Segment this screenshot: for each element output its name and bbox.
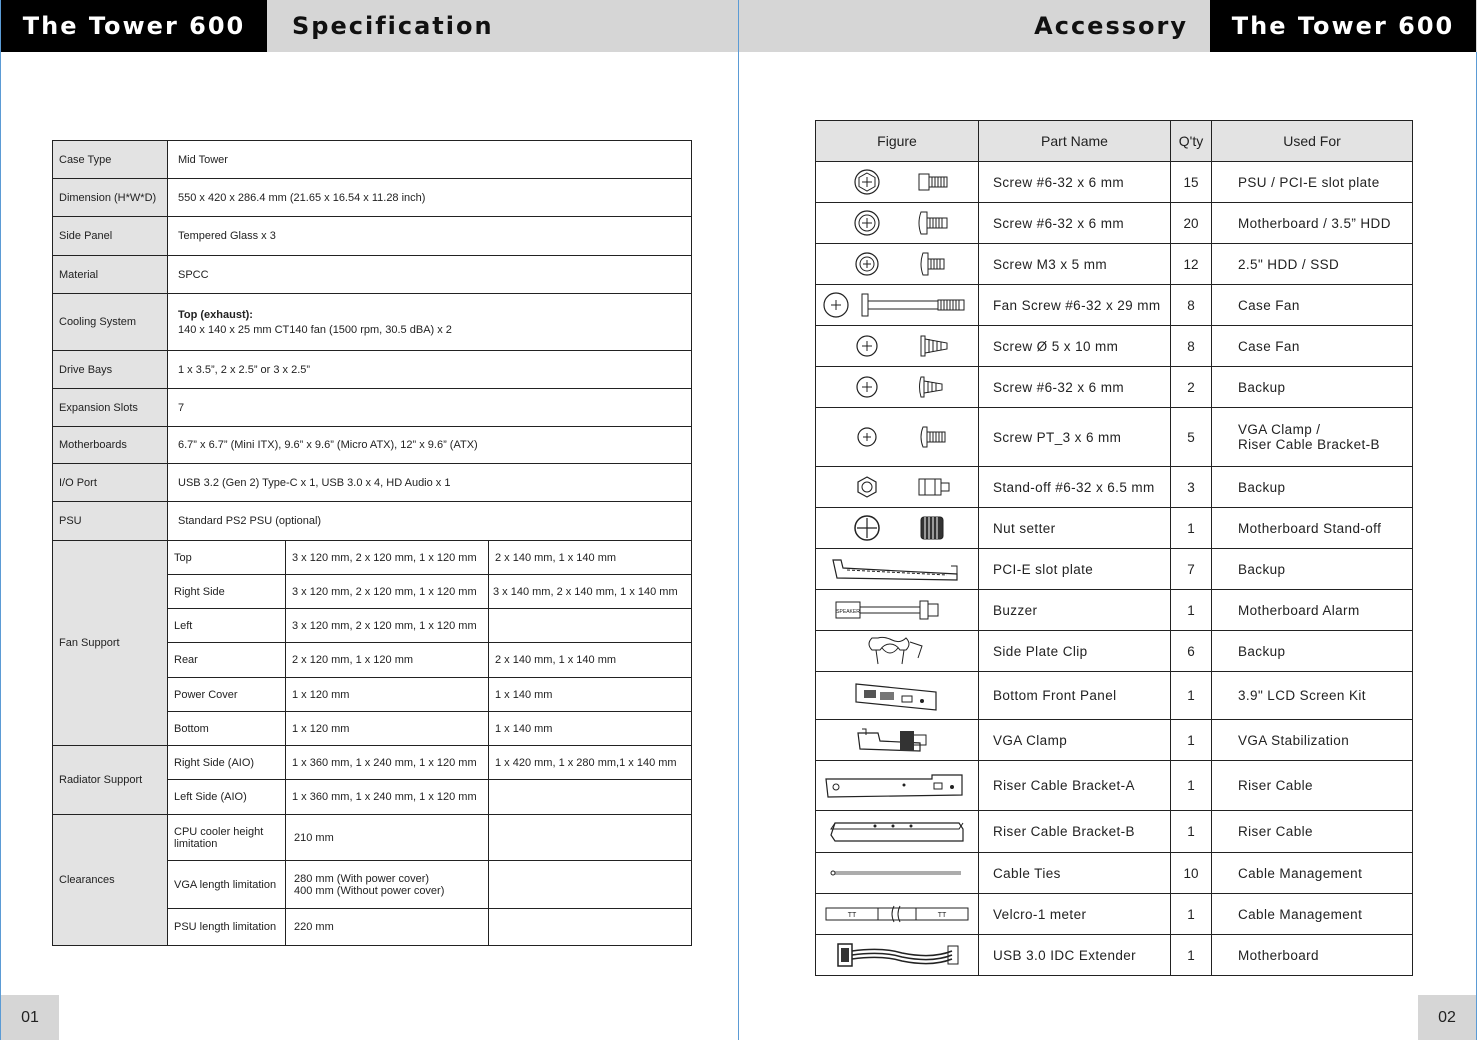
part-name: Bottom Front Panel — [979, 672, 1171, 720]
accessory-row — [816, 203, 1413, 244]
accessory-row — [816, 894, 1413, 935]
accessory-table — [815, 120, 1413, 976]
fan-position: Left — [168, 609, 286, 643]
spec-table — [52, 140, 692, 946]
part-name: Screw M3 x 5 mm — [979, 244, 1171, 285]
spec-label: Radiator Support — [53, 746, 168, 815]
screw-backup-icon — [816, 367, 979, 408]
fan-120: 2 x 120 mm, 1 x 120 mm — [286, 643, 489, 678]
spec-value: SPCC — [168, 256, 692, 294]
accessory-row — [816, 590, 1413, 631]
clearance-line: 280 mm (With power cover) — [294, 872, 430, 885]
part-use: Backup — [1212, 467, 1413, 508]
spec-label: Motherboards — [53, 427, 168, 464]
velcro-icon — [816, 894, 979, 935]
part-use — [1212, 408, 1413, 467]
part-name: Buzzer — [979, 590, 1171, 631]
riser-bracket-a-icon — [816, 761, 979, 811]
spec-row — [53, 256, 692, 294]
accessory-row — [816, 720, 1413, 761]
velcro-label: TT — [847, 912, 857, 919]
part-name: Screw #6-32 x 6 mm — [979, 162, 1171, 203]
fan-140: 1 x 140 mm — [489, 678, 692, 712]
side-plate-clip-icon — [816, 631, 979, 672]
fan-position: Top — [168, 541, 286, 575]
spec-value: 6.7” x 6.7” (Mini ITX), 9.6” x 9.6” (Micro ATX), 12” x 9.6” (ATX) — [168, 427, 692, 464]
part-qty: 8 — [1171, 285, 1212, 326]
spec-label: Expansion Slots — [53, 389, 168, 427]
fan-140: 3 x 140 mm, 2 x 140 mm, 1 x 140 mm — [489, 575, 692, 609]
spec-value: USB 3.2 (Gen 2) Type-C x 1, USB 3.0 x 4, HD Audio x 1 — [168, 464, 692, 502]
part-qty: 1 — [1171, 508, 1212, 549]
part-name: Side Plate Clip — [979, 631, 1171, 672]
radiator-b: 1 x 420 mm, 1 x 280 mm,1 x 140 mm — [489, 746, 692, 780]
clearance-position: VGA length limitation — [168, 861, 286, 909]
fan-140: 2 x 140 mm, 1 x 140 mm — [489, 541, 692, 575]
radiator-a: 1 x 360 mm, 1 x 240 mm, 1 x 120 mm — [286, 780, 489, 815]
part-use: Motherboard — [1212, 935, 1413, 976]
fan-120: 1 x 120 mm — [286, 678, 489, 712]
spec-row — [53, 141, 692, 179]
part-name: Screw Ø 5 x 10 mm — [979, 326, 1171, 367]
spec-row — [53, 179, 692, 217]
spec-row — [53, 351, 692, 389]
part-qty: 12 — [1171, 244, 1212, 285]
accessory-row — [816, 549, 1413, 590]
accessory-row — [816, 508, 1413, 549]
part-name: Riser Cable Bracket-B — [979, 811, 1171, 853]
radiator-position: Right Side (AIO) — [168, 746, 286, 780]
part-qty: 2 — [1171, 367, 1212, 408]
spec-row — [53, 389, 692, 427]
brand-title: The Tower 600 — [1210, 0, 1476, 52]
part-name: Velcro-1 meter — [979, 894, 1171, 935]
spec-value: Tempered Glass x 3 — [168, 217, 692, 256]
fan-120: 1 x 120 mm — [286, 712, 489, 746]
part-use-line: VGA Clamp / — [1238, 422, 1321, 437]
fan-position: Power Cover — [168, 678, 286, 712]
part-qty: 1 — [1171, 935, 1212, 976]
fan-position: Bottom — [168, 712, 286, 746]
spec-row — [53, 464, 692, 502]
part-use: PSU / PCI-E slot plate — [1212, 162, 1413, 203]
spec-row — [53, 217, 692, 256]
clearance-extra — [489, 815, 692, 861]
cooling-heading: Top (exhaust): — [178, 308, 253, 321]
part-use: VGA Stabilization — [1212, 720, 1413, 761]
clearance-value — [286, 861, 489, 909]
accessory-row — [816, 285, 1413, 326]
part-name: Nut setter — [979, 508, 1171, 549]
part-name: Riser Cable Bracket-A — [979, 761, 1171, 811]
vga-clamp-icon — [816, 720, 979, 761]
fan-position: Right Side — [168, 575, 286, 609]
spec-label: I/O Port — [53, 464, 168, 502]
col-qty: Q'ty — [1171, 121, 1212, 162]
usb-idc-extender-icon — [816, 935, 979, 976]
part-use: Cable Management — [1212, 894, 1413, 935]
page-right — [738, 0, 1477, 1040]
standoff-icon — [816, 467, 979, 508]
clearance-position: CPU cooler height limitation — [168, 815, 286, 861]
riser-bracket-b-icon — [816, 811, 979, 853]
accessory-row — [816, 467, 1413, 508]
accessory-row — [816, 326, 1413, 367]
part-use: Cable Management — [1212, 853, 1413, 894]
part-use-line: Riser Cable Bracket-B — [1238, 437, 1380, 452]
radiator-b — [489, 780, 692, 815]
part-name: USB 3.0 IDC Extender — [979, 935, 1171, 976]
part-use: Backup — [1212, 367, 1413, 408]
buzzer-label: SPEAKER — [836, 609, 860, 615]
pcie-slot-plate-icon — [816, 549, 979, 590]
fan-position: Rear — [168, 643, 286, 678]
part-use: Case Fan — [1212, 326, 1413, 367]
part-name: PCI-E slot plate — [979, 549, 1171, 590]
spec-value — [168, 294, 692, 351]
accessory-row — [816, 631, 1413, 672]
fan-140: 1 x 140 mm — [489, 712, 692, 746]
page-number: 01 — [1, 995, 59, 1040]
fan-row — [53, 541, 692, 575]
part-use: Riser Cable — [1212, 811, 1413, 853]
part-qty: 3 — [1171, 467, 1212, 508]
part-qty: 1 — [1171, 761, 1212, 811]
part-use: 3.9" LCD Screen Kit — [1212, 672, 1413, 720]
radiator-position: Left Side (AIO) — [168, 780, 286, 815]
bottom-front-panel-icon — [816, 672, 979, 720]
screw-pt-icon — [816, 408, 979, 467]
spec-label: Material — [53, 256, 168, 294]
clearance-value: 220 mm — [286, 909, 489, 946]
accessory-header-row — [816, 121, 1413, 162]
screw-fan-icon — [816, 326, 979, 367]
part-qty: 6 — [1171, 631, 1212, 672]
accessory-row — [816, 672, 1413, 720]
part-name: Screw PT_3 x 6 mm — [979, 408, 1171, 467]
part-qty: 10 — [1171, 853, 1212, 894]
accessory-row — [816, 935, 1413, 976]
part-use: Riser Cable — [1212, 761, 1413, 811]
part-name: Stand-off #6-32 x 6.5 mm — [979, 467, 1171, 508]
fan-140 — [489, 609, 692, 643]
clearance-line: 400 mm (Without power cover) — [294, 884, 445, 897]
part-name: VGA Clamp — [979, 720, 1171, 761]
page-left — [0, 0, 738, 1040]
part-qty: 1 — [1171, 894, 1212, 935]
part-qty: 7 — [1171, 549, 1212, 590]
accessory-row — [816, 244, 1413, 285]
spec-label: Drive Bays — [53, 351, 168, 389]
page-title: Specification — [292, 12, 494, 40]
accessory-row — [816, 811, 1413, 853]
part-name: Cable Ties — [979, 853, 1171, 894]
accessory-row — [816, 162, 1413, 203]
part-use: Case Fan — [1212, 285, 1413, 326]
part-qty: 5 — [1171, 408, 1212, 467]
part-use: Motherboard Alarm — [1212, 590, 1413, 631]
spec-label: Dimension (H*W*D) — [53, 179, 168, 217]
clearance-extra — [489, 909, 692, 946]
accessory-row — [816, 761, 1413, 811]
spec-row — [53, 502, 692, 541]
cooling-value: 140 x 140 x 25 mm CT140 fan (1500 rpm, 30.5 dBA) x 2 — [178, 323, 452, 336]
spec-label: PSU — [53, 502, 168, 541]
spec-value: Mid Tower — [168, 141, 692, 179]
part-qty: 1 — [1171, 720, 1212, 761]
spec-label: Cooling System — [53, 294, 168, 351]
part-qty: 15 — [1171, 162, 1212, 203]
accessory-row — [816, 408, 1413, 467]
col-part-name: Part Name — [979, 121, 1171, 162]
screw-round-icon — [816, 203, 979, 244]
col-used-for: Used For — [1212, 121, 1413, 162]
fan-120: 3 x 120 mm, 2 x 120 mm, 1 x 120 mm — [286, 575, 489, 609]
fan-screw-long-icon — [816, 285, 979, 326]
spec-value: Standard PS2 PSU (optional) — [168, 502, 692, 541]
spec-value: 550 x 420 x 286.4 mm (21.65 x 16.54 x 11.28 inch) — [168, 179, 692, 217]
spec-label: Clearances — [53, 815, 168, 946]
accessory-row — [816, 853, 1413, 894]
spec-value: 1 x 3.5”, 2 x 2.5” or 3 x 2.5” — [168, 351, 692, 389]
brand-title: The Tower 600 — [1, 0, 267, 52]
page-number: 02 — [1418, 995, 1476, 1040]
col-figure: Figure — [816, 121, 979, 162]
clearance-position: PSU length limitation — [168, 909, 286, 946]
clearance-row — [53, 815, 692, 861]
spec-row — [53, 294, 692, 351]
fan-120: 3 x 120 mm, 2 x 120 mm, 1 x 120 mm — [286, 541, 489, 575]
part-qty: 1 — [1171, 672, 1212, 720]
spec-label: Side Panel — [53, 217, 168, 256]
part-use: Motherboard Stand-off — [1212, 508, 1413, 549]
part-use: Backup — [1212, 631, 1413, 672]
radiator-row — [53, 746, 692, 780]
part-qty: 1 — [1171, 590, 1212, 631]
part-qty: 8 — [1171, 326, 1212, 367]
spec-row — [53, 427, 692, 464]
spec-value: 7 — [168, 389, 692, 427]
part-use: Motherboard / 3.5” HDD — [1212, 203, 1413, 244]
nut-setter-icon — [816, 508, 979, 549]
part-name: Fan Screw #6-32 x 29 mm — [979, 285, 1171, 326]
page-title: Accessory — [1034, 12, 1188, 40]
fan-120: 3 x 120 mm, 2 x 120 mm, 1 x 120 mm — [286, 609, 489, 643]
spec-label: Case Type — [53, 141, 168, 179]
buzzer-icon — [816, 590, 979, 631]
clearance-value: 210 mm — [286, 815, 489, 861]
part-qty: 20 — [1171, 203, 1212, 244]
spec-label: Fan Support — [53, 541, 168, 746]
radiator-a: 1 x 360 mm, 1 x 240 mm, 1 x 120 mm — [286, 746, 489, 780]
part-use: 2.5" HDD / SSD — [1212, 244, 1413, 285]
part-name: Screw #6-32 x 6 mm — [979, 203, 1171, 244]
velcro-label: TT — [937, 912, 947, 919]
part-use: Backup — [1212, 549, 1413, 590]
clearance-extra — [489, 861, 692, 909]
part-name: Screw #6-32 x 6 mm — [979, 367, 1171, 408]
accessory-row — [816, 367, 1413, 408]
screw-m3-icon — [816, 244, 979, 285]
screw-hex-icon — [816, 162, 979, 203]
fan-140: 2 x 140 mm, 1 x 140 mm — [489, 643, 692, 678]
cable-tie-icon — [816, 853, 979, 894]
part-qty: 1 — [1171, 811, 1212, 853]
